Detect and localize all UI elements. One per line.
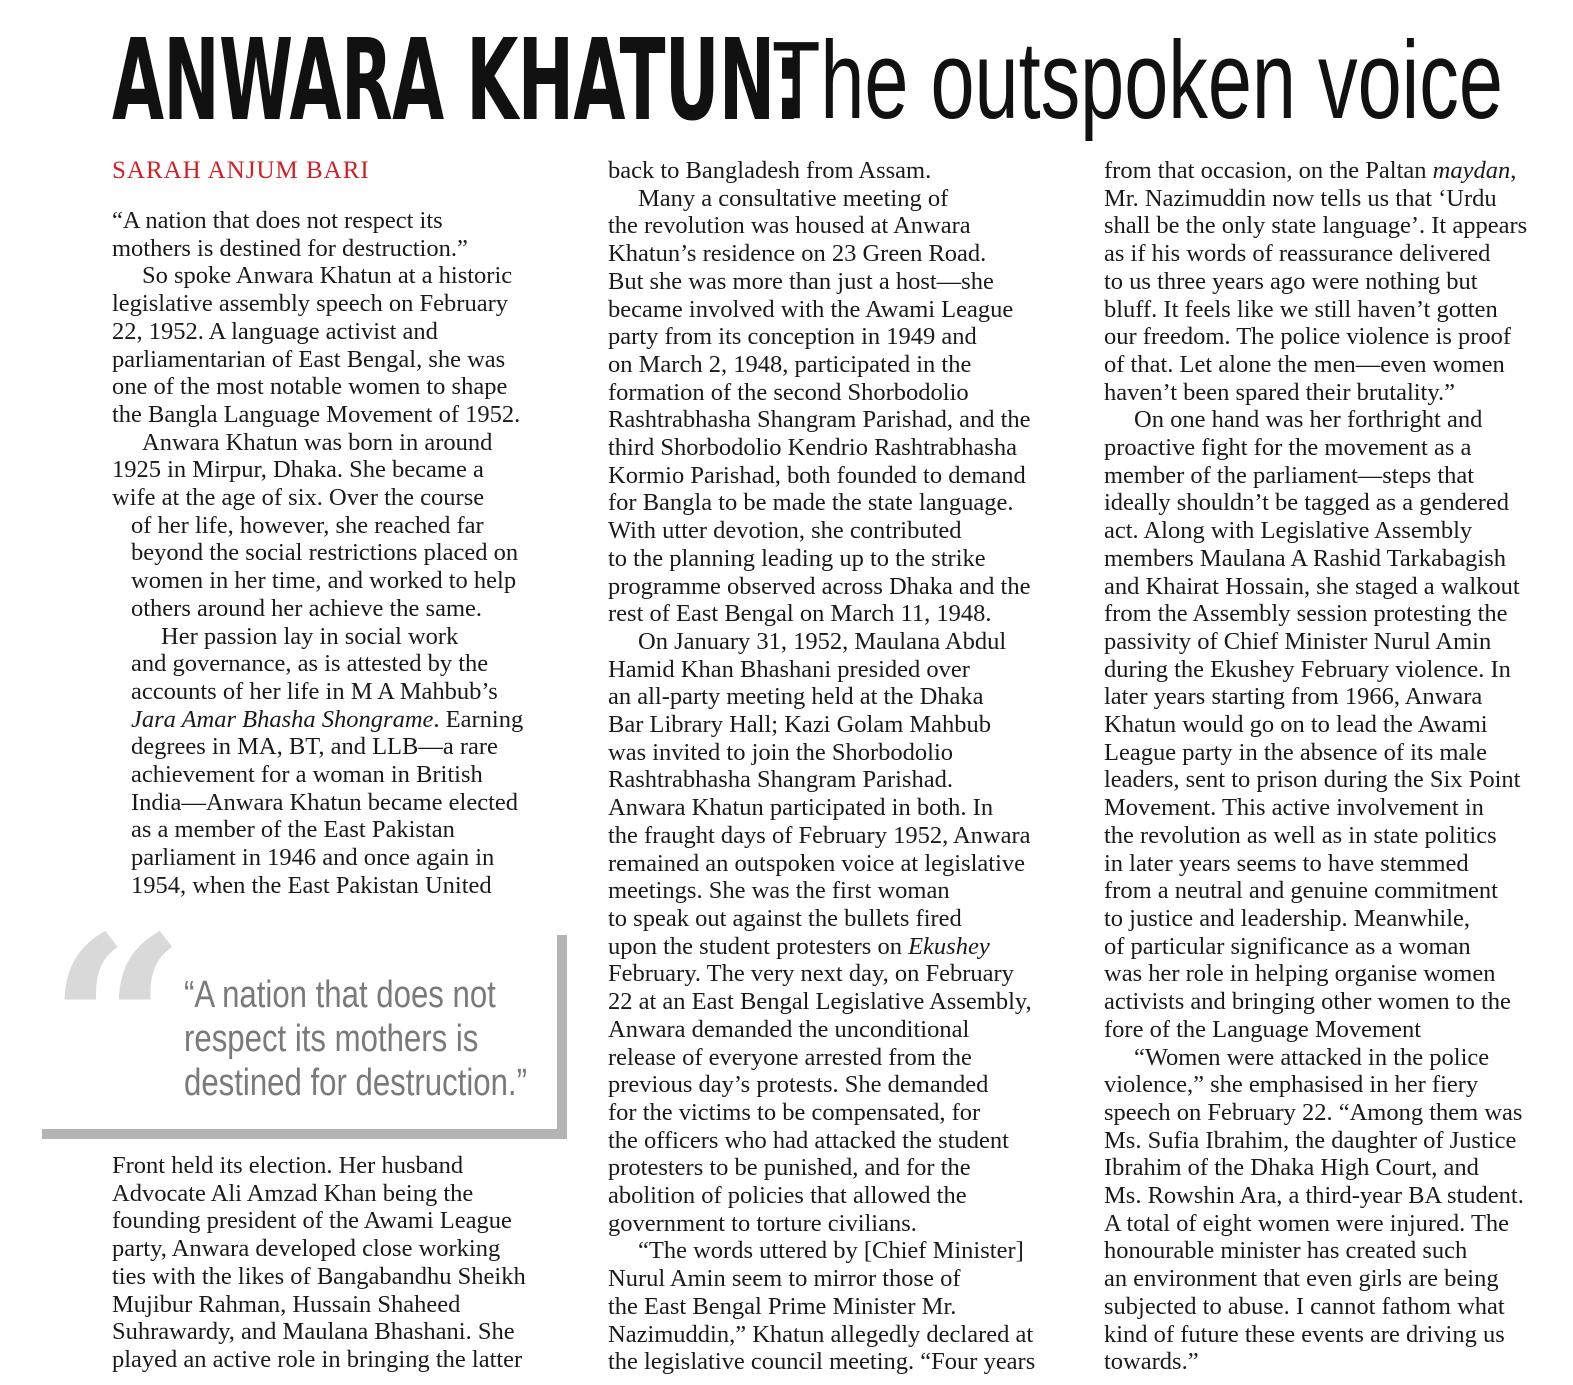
text-line: members Maulana A Rashid Tarkabagish bbox=[1104, 544, 1507, 572]
text-line: “A nation that does not respect its bbox=[112, 207, 443, 234]
text-line: “The words uttered by [Chief Minister] bbox=[638, 1237, 1024, 1265]
quote-mark-icon: “ bbox=[48, 884, 187, 1166]
text-line: Ibrahim of the Dhaka High Court, and bbox=[1104, 1154, 1479, 1182]
text-fragment: , bbox=[1510, 157, 1517, 184]
text-line: towards.” bbox=[1104, 1348, 1199, 1376]
pull-quote-text bbox=[184, 973, 610, 1105]
indented-block bbox=[112, 512, 572, 900]
text-line: of that. Let alone the men—even women bbox=[1104, 350, 1505, 378]
headline-subtitle: The outspoken voice bbox=[772, 19, 1503, 142]
text-fragment: upon the student protesters on bbox=[608, 932, 909, 960]
text-line: in later years seems to have stemmed bbox=[1104, 849, 1469, 877]
text-line: party from its conception in 1949 and bbox=[608, 323, 977, 351]
text-line: Rashtrabhasha Shangram Parishad, and the bbox=[608, 406, 1031, 434]
text-line: legislative assembly speech on February bbox=[112, 290, 508, 318]
text-line: programme observed across Dhaka and the bbox=[608, 572, 1031, 600]
text-line: during the Ekushey February violence. In bbox=[1104, 655, 1511, 683]
text-fragment: . Earning bbox=[433, 705, 524, 733]
text-line: Bar Library Hall; Kazi Golam Mahbub bbox=[608, 711, 992, 739]
text-line: the revolution as well as in state politics bbox=[1104, 821, 1497, 849]
text-line: became involved with the Awami League bbox=[608, 295, 1014, 323]
text-line: shall be the only state language’. It appears bbox=[1104, 212, 1528, 240]
text-line: Advocate Ali Amzad Khan being the bbox=[112, 1179, 474, 1207]
text-line: formation of the second Shorbodolio bbox=[608, 378, 969, 406]
text-line: Nazimuddin,” Khatun allegedly declared at bbox=[608, 1320, 1034, 1348]
text-line: 1925 in Mirpur, Dhaka. She became a bbox=[112, 456, 484, 484]
text-line: the East Bengal Prime Minister Mr. bbox=[608, 1292, 957, 1320]
text-fragment: from that occasion, on the Paltan bbox=[1104, 157, 1433, 184]
text-line: Khatun’s residence on 23 Green Road. bbox=[608, 240, 987, 268]
byline: SARAH ANJUM BARI bbox=[112, 157, 370, 184]
text-line: Rashtrabhasha Shangram Parishad. bbox=[608, 766, 953, 794]
article-column-1-top bbox=[112, 207, 572, 900]
text-line: for the victims to be compensated, for bbox=[608, 1098, 981, 1126]
text-line: fore of the Language Movement bbox=[1104, 1015, 1422, 1043]
text-line: to the planning leading up to the strike bbox=[608, 544, 986, 572]
text-line: 22, 1952. A language activist and bbox=[112, 317, 438, 345]
text-line: Suhrawardy, and Maulana Bhashani. She bbox=[112, 1318, 515, 1346]
text-line: parliamentarian of East Bengal, she was bbox=[112, 345, 506, 373]
text-line bbox=[608, 933, 1073, 961]
headline-name: ANWARA KHATUN: bbox=[112, 16, 801, 146]
text-line: protesters to be punished, and for the bbox=[608, 1154, 971, 1182]
text-line: third Shorbodolio Kendrio Rashtrabhasha bbox=[608, 434, 1017, 462]
text-line: was invited to join the Shorbodolio bbox=[608, 738, 954, 766]
text-line: the fraught days of February 1952, Anwara bbox=[608, 821, 1031, 849]
text-line: On one hand was her forthright and bbox=[1134, 406, 1483, 434]
text-line: So spoke Anwara Khatun at a historic bbox=[142, 262, 513, 290]
text-line: remained an outspoken voice at legislative bbox=[608, 849, 1026, 877]
text-line: act. Along with Legislative Assembly bbox=[1104, 517, 1473, 545]
text-line: an all-party meeting held at the Dhaka bbox=[608, 683, 984, 711]
text-line: On January 31, 1952, Maulana Abdul bbox=[638, 627, 1007, 655]
text-line: mothers is destined for destruction.” bbox=[112, 234, 468, 262]
text-line: government to torture civilians. bbox=[608, 1209, 917, 1237]
text-line: rest of East Bengal on March 11, 1948. bbox=[608, 600, 992, 628]
text-line: Nurul Amin seem to mirror those of bbox=[608, 1265, 961, 1293]
text-line: from a neutral and genuine commitment bbox=[1104, 877, 1498, 905]
text-line: speech on February 22. “Among them was bbox=[1104, 1098, 1523, 1126]
text-line: and governance, as is attested by the bbox=[131, 650, 489, 678]
text-line: from the Assembly session protesting the bbox=[1104, 600, 1508, 628]
text-line: wife at the age of six. Over the course bbox=[112, 484, 485, 512]
text-line: 22 at an East Bengal Legislative Assembly, bbox=[608, 988, 1032, 1016]
text-line: later years starting from 1966, Anwara bbox=[1104, 683, 1483, 711]
text-line: on March 2, 1948, participated in the bbox=[608, 350, 972, 378]
text-line: violence,” she emphasised in her fiery bbox=[1104, 1071, 1479, 1099]
text-line: leaders, sent to prison during the Six Point bbox=[1104, 766, 1521, 794]
text-line: party, Anwara developed close working bbox=[112, 1235, 501, 1263]
pull-quote-line: “A nation that does not bbox=[184, 974, 496, 1016]
text-line: member of the parliament—steps that bbox=[1104, 461, 1475, 489]
text-line: Many a consultative meeting of bbox=[638, 184, 949, 212]
text-line: abolition of policies that allowed the bbox=[608, 1182, 967, 1210]
text-line: founding president of the Awami League bbox=[112, 1207, 512, 1235]
text-line: Mujibur Rahman, Hussain Shaheed bbox=[112, 1290, 461, 1318]
text-line: beyond the social restrictions placed on bbox=[131, 539, 519, 567]
text-line: to justice and leadership. Meanwhile, bbox=[1104, 904, 1471, 932]
pull-quote-line: destined for destruction.” bbox=[184, 1062, 527, 1104]
pull-quote-line: respect its mothers is bbox=[184, 1018, 479, 1060]
text-line: accounts of her life in M A Mahbub’s bbox=[131, 677, 498, 705]
text-line: “Women were attacked in the police bbox=[1134, 1043, 1490, 1071]
text-line: India—Anwara Khatun became elected bbox=[131, 788, 519, 816]
text-line: haven’t been spared their brutality.” bbox=[1104, 378, 1456, 406]
text-line: passivity of Chief Minister Nurul Amin bbox=[1104, 627, 1492, 655]
italic-term: maydan bbox=[1432, 157, 1511, 184]
text-line: to us three years ago were nothing but bbox=[1104, 267, 1478, 295]
text-line bbox=[131, 706, 572, 734]
text-line: of particular significance as a woman bbox=[1104, 932, 1471, 960]
text-line: subjected to abuse. I cannot fathom what bbox=[1104, 1292, 1505, 1320]
text-line: and Khairat Hossain, she staged a walkout bbox=[1104, 572, 1520, 600]
article-column-2 bbox=[608, 157, 1073, 1376]
text-line: ties with the likes of Bangabandhu Sheikh bbox=[112, 1262, 526, 1290]
text-line: meetings. She was the first woman bbox=[608, 877, 950, 905]
article-column-1-bottom bbox=[112, 1152, 572, 1374]
article-column-3 bbox=[1104, 157, 1564, 1376]
text-line: Khatun would go on to lead the Awami bbox=[1104, 711, 1488, 739]
text-line: honourable minister has created such bbox=[1104, 1237, 1468, 1265]
headline bbox=[112, 6, 1552, 156]
text-line: Her passion lay in social work bbox=[161, 622, 459, 650]
text-line: achievement for a woman in British bbox=[131, 761, 483, 789]
text-line: to speak out against the bullets fired bbox=[608, 904, 962, 932]
text-line: ideally shouldn’t be tagged as a gendered bbox=[1104, 489, 1510, 517]
text-line: the Bangla Language Movement of 1952. bbox=[112, 400, 521, 428]
text-line bbox=[1104, 157, 1564, 185]
text-line: bluff. It feels like we still haven’t gotten bbox=[1104, 295, 1498, 323]
text-line: was her role in helping organise women bbox=[1104, 960, 1496, 988]
text-line: previous day’s protests. She demanded bbox=[608, 1071, 989, 1099]
text-line: Ms. Rowshin Ara, a third-year BA student. bbox=[1104, 1182, 1524, 1210]
text-line: others around her achieve the same. bbox=[131, 594, 483, 622]
text-line: the officers who had attacked the student bbox=[608, 1126, 1009, 1154]
text-line: played an active role in bringing the latter bbox=[112, 1345, 523, 1373]
text-line: of her life, however, she reached far bbox=[131, 511, 484, 539]
text-line: the legislative council meeting. “Four years bbox=[608, 1348, 1036, 1376]
text-line: women in her time, and worked to help bbox=[131, 567, 517, 595]
text-line: Anwara demanded the unconditional bbox=[608, 1015, 970, 1043]
text-line: kind of future these events are driving us bbox=[1104, 1320, 1505, 1348]
text-line: Ms. Sufia Ibrahim, the daughter of Justice bbox=[1104, 1126, 1517, 1154]
text-line: our freedom. The police violence is proof bbox=[1104, 323, 1512, 351]
book-title: Jara Amar Bhasha Shongrame bbox=[131, 705, 434, 733]
text-line: the revolution was housed at Anwara bbox=[608, 212, 971, 240]
text-line: February. The very next day, on February bbox=[608, 960, 1014, 988]
text-line: as if his words of reassurance delivered bbox=[1104, 240, 1491, 268]
text-line: parliament in 1946 and once again in bbox=[131, 844, 495, 872]
text-line: With utter devotion, she contributed bbox=[608, 517, 962, 545]
text-line: Kormio Parishad, both founded to demand bbox=[608, 461, 1026, 489]
text-line: League party in the absence of its male bbox=[1104, 738, 1487, 766]
text-line: Anwara Khatun participated in both. In bbox=[608, 794, 994, 822]
text-line: degrees in MA, BT, and LLB—a rare bbox=[131, 733, 498, 761]
text-line: as a member of the East Pakistan bbox=[131, 816, 455, 844]
text-line: But she was more than just a host—she bbox=[608, 267, 994, 295]
italic-term: Ekushey bbox=[908, 932, 990, 960]
text-line: back to Bangladesh from Assam. bbox=[608, 157, 932, 184]
text-line: an environment that even girls are being bbox=[1104, 1265, 1499, 1293]
text-line: for Bangla to be made the state language. bbox=[608, 489, 1014, 517]
text-line: Movement. This active involvement in bbox=[1104, 794, 1484, 822]
text-line: Anwara Khatun was born in around bbox=[142, 428, 493, 456]
text-line: release of everyone arrested from the bbox=[608, 1043, 972, 1071]
text-line: A total of eight women were injured. The bbox=[1104, 1209, 1510, 1237]
text-line: Hamid Khan Bhashani presided over bbox=[608, 655, 970, 683]
text-line: Mr. Nazimuddin now tells us that ‘Urdu bbox=[1104, 184, 1497, 212]
text-line: 1954, when the East Pakistan United bbox=[131, 871, 492, 899]
text-line: Front held its election. Her husband bbox=[112, 1152, 464, 1179]
text-line: activists and bringing other women to the bbox=[1104, 988, 1511, 1016]
text-line: one of the most notable women to shape bbox=[112, 373, 508, 401]
text-line: proactive fight for the movement as a bbox=[1104, 434, 1472, 462]
